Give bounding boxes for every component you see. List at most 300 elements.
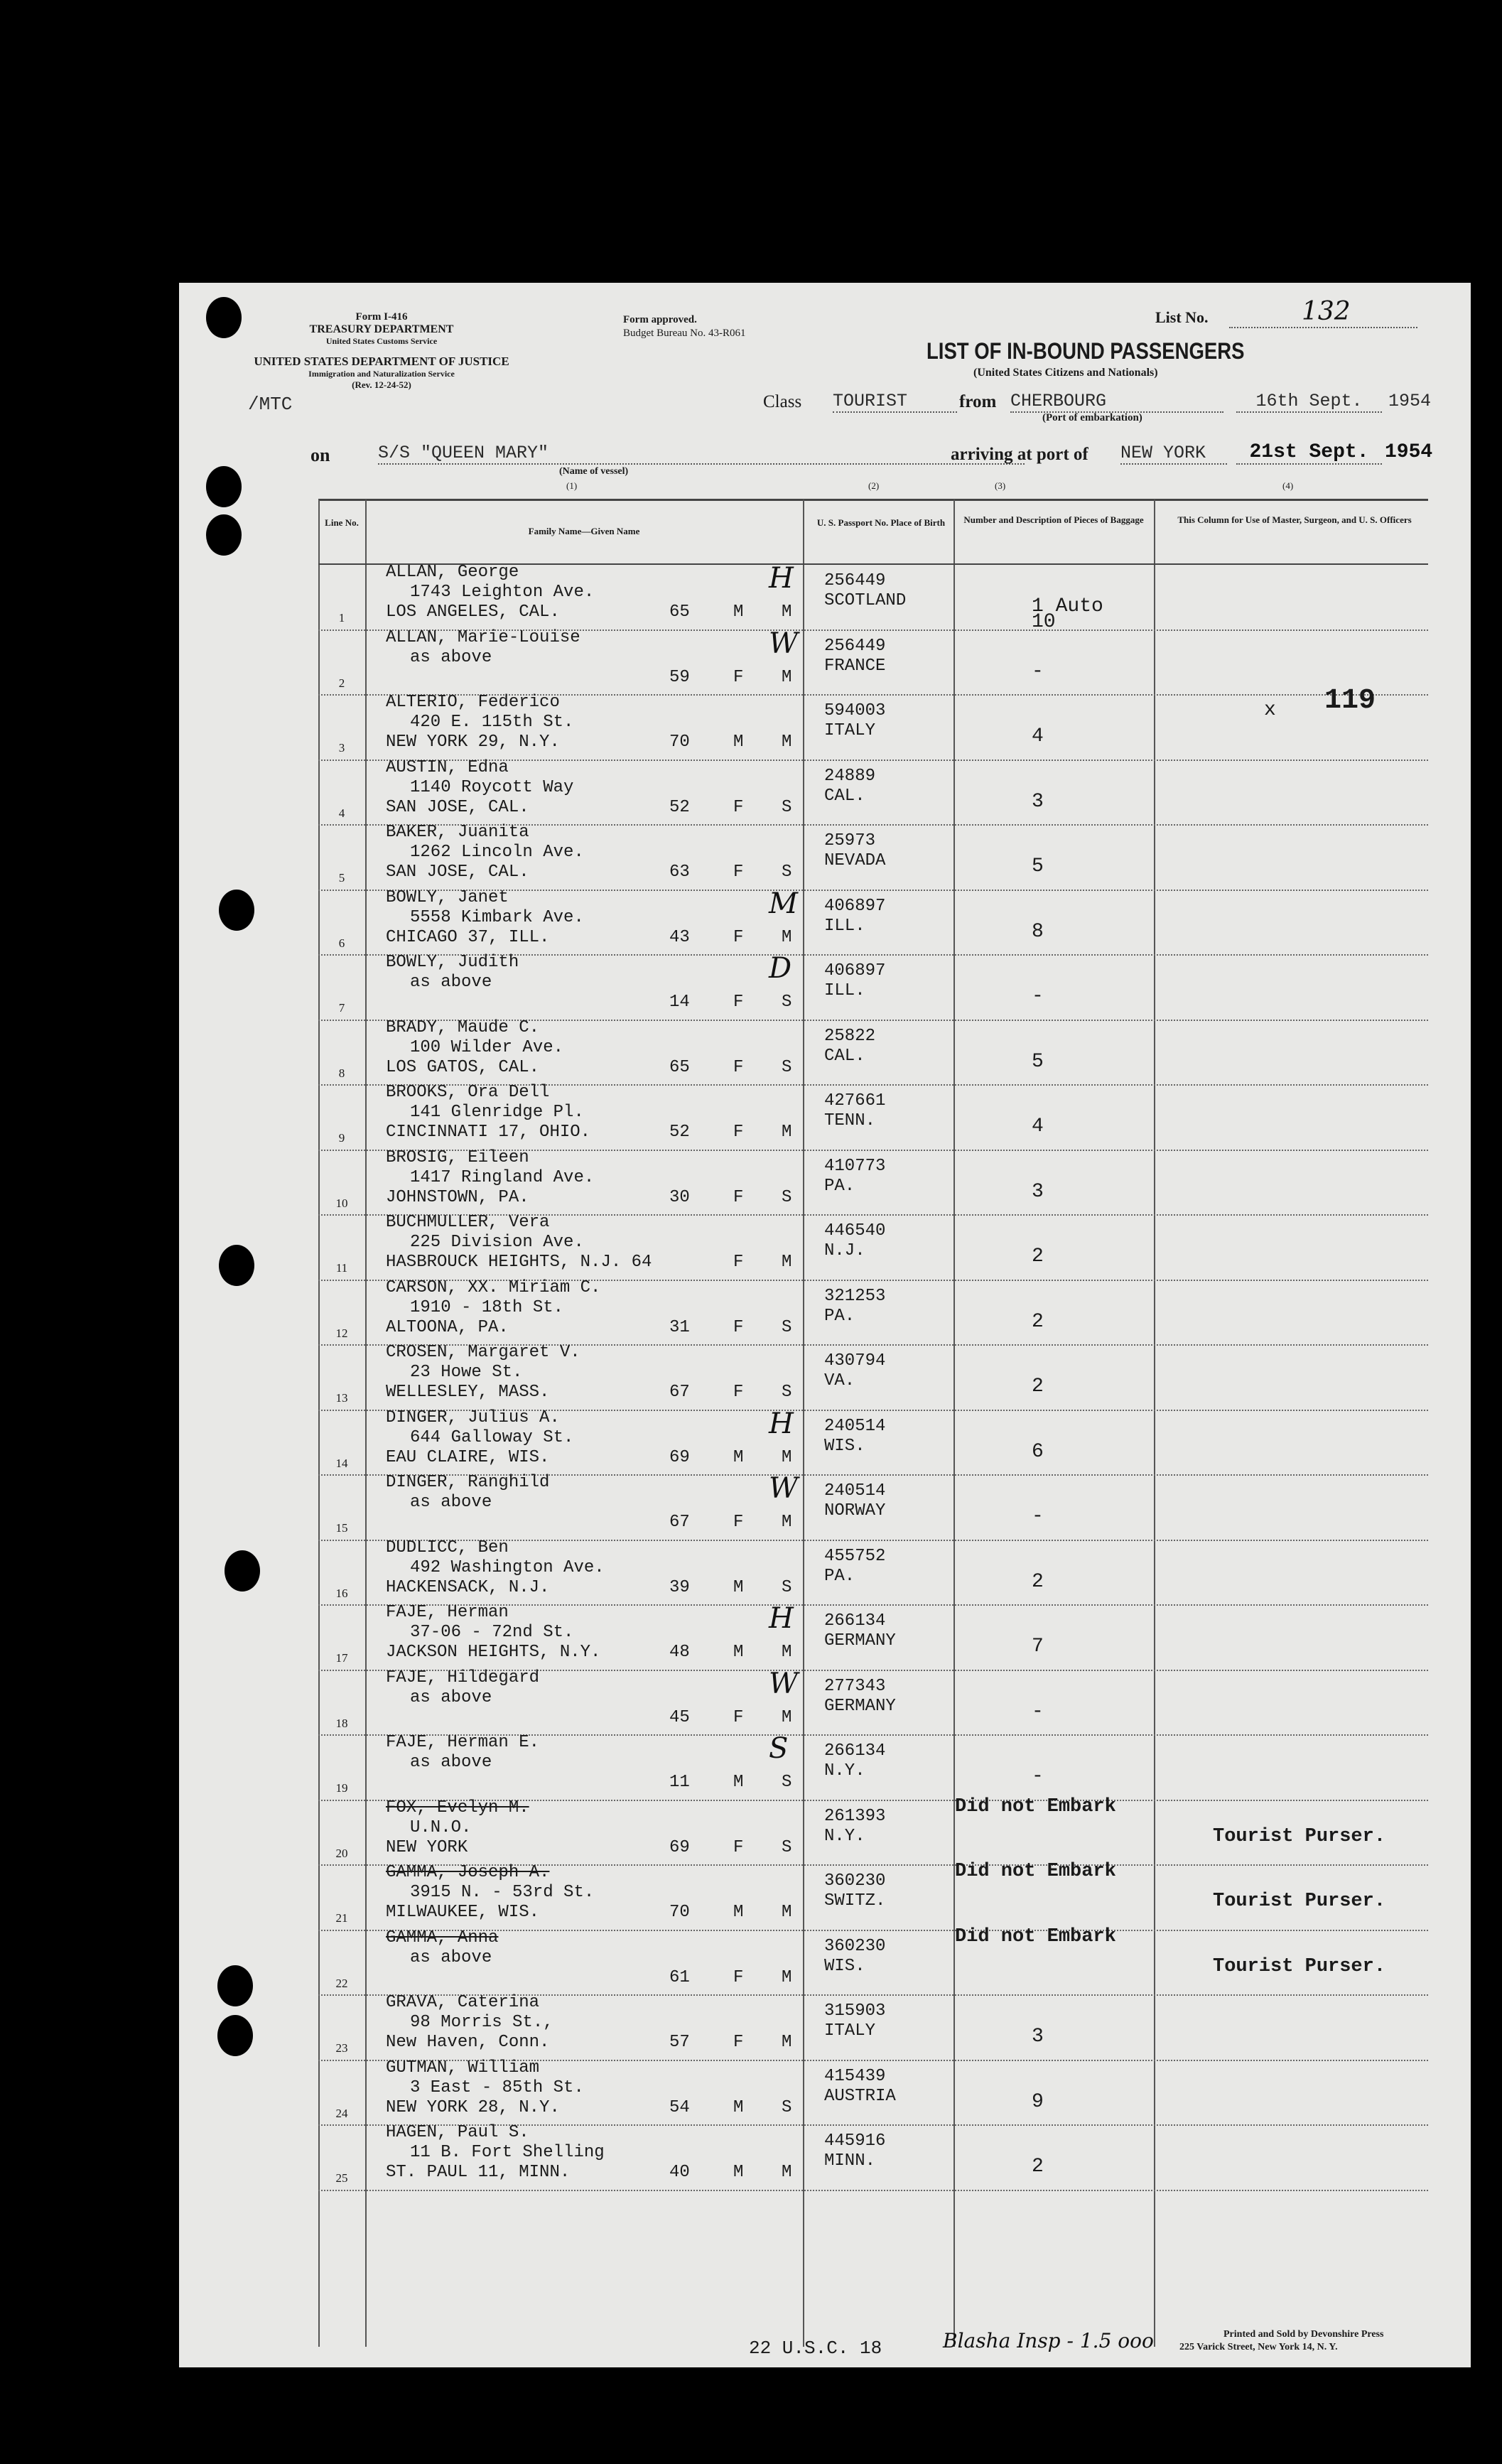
age: 65 — [669, 1057, 690, 1077]
marital-status: M — [782, 667, 792, 687]
footer-handwriting: Blasha Insp - 1.5 ooo — [943, 2329, 1154, 2352]
address-line-1: as above — [410, 1493, 492, 1512]
address-line-2: SAN JOSE, CAL. — [386, 863, 529, 882]
table-row — [179, 1407, 1471, 1476]
baggage: 2 — [1032, 1570, 1044, 1593]
customs-service: United States Customs Service — [325, 336, 438, 346]
baggage: 5 — [1032, 1050, 1044, 1073]
table-row — [179, 823, 1471, 891]
col-num-2: (2) — [868, 480, 880, 491]
age: 54 — [669, 2097, 690, 2117]
address-line-2: CINCINNATI 17, OHIO. — [386, 1123, 591, 1142]
marital-status: S — [782, 1317, 792, 1337]
address-line-2: LOS GATOS, CAL. — [386, 1057, 540, 1077]
address-line-2: HACKENSACK, N.J. — [386, 1577, 550, 1597]
sex: F — [733, 927, 744, 947]
passport-number: 360230 — [824, 1871, 886, 1891]
age: 52 — [669, 797, 690, 817]
table-row — [179, 1147, 1471, 1216]
table-row — [179, 1861, 1471, 1931]
address-line-2: NEW YORK — [386, 1837, 468, 1857]
marital-status: S — [782, 797, 792, 817]
marital-status: S — [782, 993, 792, 1012]
officer-note: Tourist Purser. — [1213, 1955, 1386, 1977]
marital-status: S — [782, 1187, 792, 1207]
sex: M — [733, 1903, 744, 1922]
punch-hole — [217, 1965, 253, 2006]
baggage: 7 — [1032, 1636, 1044, 1658]
passenger-name: DINGER, Ranghild — [386, 1473, 550, 1492]
place-of-birth: GERMANY — [824, 1631, 896, 1650]
col-head-passport: U. S. Passport No. Place of Birth — [816, 517, 946, 528]
departure-date: 16th Sept. — [1236, 391, 1382, 413]
handwritten-mark: H — [769, 1407, 794, 1440]
col-num-1: (1) — [566, 480, 578, 491]
passport-number: 24889 — [824, 766, 876, 786]
marital-status: M — [782, 2033, 792, 2052]
passenger-name: DINGER, Julius A. — [386, 1407, 560, 1427]
passport-number: 321253 — [824, 1286, 886, 1306]
form-number: Form I-416 — [355, 311, 408, 323]
line-number: 18 — [335, 1716, 348, 1730]
table-row — [179, 693, 1471, 761]
line-number: 3 — [338, 741, 345, 755]
passport-number: 406897 — [824, 961, 886, 980]
age: 57 — [669, 2033, 690, 2052]
place-of-birth: PA. — [824, 1176, 855, 1196]
address-line-2: LOS ANGELES, CAL. — [386, 603, 560, 622]
age: 45 — [669, 1707, 690, 1727]
place-of-birth: VA. — [824, 1371, 855, 1390]
form-subtitle: (United States Citizens and Nationals) — [973, 367, 1158, 379]
address-line-2: ST. PAUL 11, MINN. — [386, 2163, 571, 2182]
place-of-birth: SWITZ. — [824, 1891, 886, 1911]
passenger-name: GUTMAN, William — [386, 2058, 540, 2077]
passport-number: 360230 — [824, 1936, 886, 1956]
on-label: on — [310, 445, 330, 465]
line-number: 6 — [338, 936, 345, 950]
line-number: 7 — [338, 1001, 345, 1015]
marital-status: M — [782, 1253, 792, 1272]
justice-dept: UNITED STATES DEPARTMENT OF JUSTICE — [254, 355, 509, 368]
col-num-4: (4) — [1282, 480, 1294, 491]
side-mark: x — [1264, 699, 1276, 721]
arrival-year: 1954 — [1385, 441, 1433, 463]
age: 14 — [669, 993, 690, 1012]
address-line-1: 1910 - 18th St. — [410, 1297, 564, 1317]
address-line-2: MILWAUKEE, WIS. — [386, 1903, 540, 1922]
place-of-birth: ITALY — [824, 2021, 876, 2041]
passenger-name: BOWLY, Janet — [386, 887, 509, 907]
baggage: 8 — [1032, 920, 1044, 943]
age: 63 — [669, 863, 690, 882]
marital-status: S — [782, 863, 792, 882]
baggage: 9 — [1032, 2090, 1044, 2113]
sex: F — [733, 1187, 744, 1207]
line-number: 5 — [338, 871, 345, 885]
passenger-name: BUCHMULLER, Vera — [386, 1213, 550, 1232]
printer-line-1: Printed and Sold by Devonshire Press — [1223, 2329, 1384, 2340]
place-of-birth: CAL. — [824, 1046, 865, 1066]
arriving-label: arriving at port of — [951, 445, 1088, 464]
baggage: 2 — [1032, 1310, 1044, 1333]
baggage: - — [1032, 1506, 1044, 1528]
punch-hole — [206, 466, 242, 507]
address-line-1: 1262 Lincoln Ave. — [410, 843, 584, 862]
table-row — [179, 1538, 1471, 1606]
marital-status: M — [782, 1447, 792, 1467]
sex: F — [733, 1513, 744, 1532]
age: 67 — [669, 1383, 690, 1402]
punch-hole — [217, 2015, 253, 2056]
line-number: 19 — [335, 1781, 348, 1795]
handwritten-mark: W — [769, 1667, 799, 1700]
form-revision: (Rev. 12-24-52) — [352, 379, 411, 390]
marital-status: M — [782, 2163, 792, 2182]
address-line-1: 1743 Leighton Ave. — [410, 583, 595, 602]
age: 61 — [669, 1967, 690, 1987]
place-of-birth: NORWAY — [824, 1501, 886, 1520]
age: 69 — [669, 1837, 690, 1857]
passenger-name: ALLAN, George — [386, 563, 519, 582]
col-head-officers: This Column for Use of Master, Surgeon, and U. S. Officers — [1177, 514, 1412, 525]
side-number: 119 — [1324, 685, 1376, 717]
table-row — [179, 1667, 1471, 1736]
baggage: 2 — [1032, 1245, 1044, 1268]
place-of-birth: WIS. — [824, 1956, 865, 1976]
departure-year: 1954 — [1388, 391, 1432, 411]
marital-status: S — [782, 1057, 792, 1077]
place-of-birth: CAL. — [824, 786, 865, 806]
punch-hole — [219, 890, 254, 931]
passport-number: 594003 — [824, 701, 886, 720]
list-number-label: List No. — [1155, 308, 1209, 326]
line-number: 12 — [335, 1326, 348, 1340]
line-number: 15 — [335, 1521, 348, 1535]
place-of-birth: N.Y. — [824, 1826, 865, 1846]
address-line-2: JOHNSTOWN, PA. — [386, 1187, 529, 1207]
baggage: - — [1032, 1766, 1044, 1788]
baggage: 4 — [1032, 725, 1044, 747]
handwritten-mark: W — [769, 1472, 799, 1505]
place-of-birth: GERMANY — [824, 1696, 896, 1716]
place-of-birth: TENN. — [824, 1111, 876, 1130]
sex: F — [733, 1707, 744, 1727]
age: 70 — [669, 1903, 690, 1922]
line-number: 9 — [338, 1131, 345, 1145]
address-line-1: as above — [410, 647, 492, 667]
officer-note: Tourist Purser. — [1213, 1825, 1386, 1847]
baggage: 3 — [1032, 790, 1044, 813]
address-line-1: 1140 Roycott Way — [410, 777, 574, 797]
passport-number: 240514 — [824, 1416, 886, 1436]
place-of-birth: N.J. — [824, 1241, 865, 1260]
passenger-name: HAGEN, Paul S. — [386, 2123, 529, 2142]
list-number-line — [1229, 327, 1417, 328]
list-number-value: 132 — [1302, 297, 1351, 326]
sex: F — [733, 1837, 744, 1857]
age: 69 — [669, 1447, 690, 1467]
line-number: 10 — [335, 1196, 348, 1210]
age: 67 — [669, 1513, 690, 1532]
address-line-1: 141 Glenridge Pl. — [410, 1103, 584, 1122]
baggage: 4 — [1032, 1115, 1044, 1138]
mtc-stamp: /MTC — [248, 394, 293, 415]
line-number: 8 — [338, 1066, 345, 1080]
handwritten-mark: S — [769, 1732, 789, 1765]
passport-number: 455752 — [824, 1546, 886, 1566]
marital-status: M — [782, 603, 792, 622]
passenger-name: FAJE, Herman E. — [386, 1733, 540, 1752]
marital-status: M — [782, 733, 792, 752]
handwritten-mark: D — [769, 952, 792, 985]
table-row — [179, 757, 1471, 826]
table-row — [179, 887, 1471, 956]
address-line-1: 100 Wilder Ave. — [410, 1037, 564, 1057]
baggage: 3 — [1032, 2026, 1044, 2048]
handwritten-mark: M — [769, 887, 798, 920]
passenger-name: ALLAN, Marie-Louise — [386, 627, 580, 647]
line-number: 22 — [335, 1976, 348, 1990]
table-row — [179, 2123, 1471, 2191]
baggage-extra: 10 — [1032, 611, 1056, 633]
address-line-2: HASBROUCK HEIGHTS, N.J. 64 — [386, 1253, 652, 1272]
marital-status: M — [782, 1643, 792, 1662]
place-of-birth: MINN. — [824, 2151, 876, 2171]
punch-hole — [225, 1550, 260, 1592]
address-line-1: 23 Howe St. — [410, 1363, 523, 1382]
address-line-1: as above — [410, 1753, 492, 1772]
passenger-name: BOWLY, Judith — [386, 953, 519, 972]
passenger-name: GAMMA, Anna — [386, 1928, 499, 1947]
arrival-port: NEW YORK — [1120, 443, 1227, 465]
class-label: Class — [763, 392, 802, 411]
sex: M — [733, 2097, 744, 2117]
manifest-page — [179, 283, 1471, 2367]
table-top-border — [318, 499, 1428, 501]
marital-status: M — [782, 927, 792, 947]
sex: F — [733, 1057, 744, 1077]
marital-status: S — [782, 1773, 792, 1792]
place-of-birth: N.Y. — [824, 1761, 865, 1781]
table-row — [179, 1602, 1471, 1671]
sex: F — [733, 667, 744, 687]
sex: F — [733, 1317, 744, 1337]
table-row — [179, 1795, 1471, 1866]
place-of-birth: SCOTLAND — [824, 591, 907, 610]
passenger-name: BROOKS, Ora Dell — [386, 1083, 550, 1102]
marital-status: S — [782, 1837, 792, 1857]
place-of-birth: FRANCE — [824, 656, 886, 676]
sex: M — [733, 1447, 744, 1467]
handwritten-mark: H — [769, 562, 794, 595]
address-line-2: NEW YORK 29, N.Y. — [386, 733, 560, 752]
address-line-1: 3 East - 85th St. — [410, 2077, 584, 2097]
sex: M — [733, 2163, 744, 2182]
ins-service: Immigration and Naturalization Service — [308, 369, 455, 379]
from-value: CHERBOURG — [1010, 391, 1223, 413]
passenger-name: AUSTIN, Edna — [386, 757, 509, 777]
table-row — [179, 1277, 1471, 1346]
table-row — [179, 1083, 1471, 1151]
footer-code: 22 U.S.C. 18 — [749, 2338, 882, 2359]
passport-number: 266134 — [824, 1611, 886, 1631]
address-line-2: WELLESLEY, MASS. — [386, 1383, 550, 1402]
marital-status: S — [782, 1577, 792, 1597]
passport-number: 427661 — [824, 1091, 886, 1111]
sex: F — [733, 1383, 744, 1402]
address-line-1: as above — [410, 1687, 492, 1707]
line-number: 17 — [335, 1651, 348, 1665]
col-head-name: Family Name—Given Name — [528, 526, 640, 536]
sex: M — [733, 733, 744, 752]
marital-status: S — [782, 1383, 792, 1402]
baggage: - — [1032, 660, 1044, 683]
address-line-2: CHICAGO 37, ILL. — [386, 927, 550, 947]
age: 70 — [669, 733, 690, 752]
passport-number: 410773 — [824, 1156, 886, 1176]
table-row — [179, 2058, 1471, 2127]
did-not-embark: Did not Embark — [955, 1861, 1116, 1882]
baggage: 1 Auto — [1032, 595, 1103, 617]
table-row — [179, 1732, 1471, 1801]
printer-line-2: 225 Varick Street, New York 14, N. Y. — [1179, 2342, 1338, 2352]
col-head-line: Line No. — [325, 517, 359, 528]
table-row — [179, 627, 1471, 696]
passport-number: 25822 — [824, 1026, 876, 1046]
passenger-name: CARSON, XX. Miriam C. — [386, 1277, 601, 1297]
sex: F — [733, 2033, 744, 2052]
embark-note: (Port of embarkation) — [1042, 412, 1142, 423]
place-of-birth: PA. — [824, 1306, 855, 1326]
table-row — [179, 1213, 1471, 1281]
place-of-birth: PA. — [824, 1566, 855, 1586]
passport-number: 261393 — [824, 1806, 886, 1826]
line-number: 16 — [335, 1586, 348, 1600]
address-line-1: as above — [410, 1947, 492, 1967]
passenger-name: BROSIG, Eileen — [386, 1147, 529, 1167]
sex: F — [733, 863, 744, 882]
line-number: 21 — [335, 1911, 348, 1925]
line-number: 4 — [338, 806, 345, 820]
passenger-name: GRAVA, Caterina — [386, 1993, 540, 2012]
address-line-1: 11 B. Fort Shelling — [410, 2143, 605, 2162]
passenger-name: BAKER, Juanita — [386, 823, 529, 842]
punch-hole — [219, 1245, 254, 1286]
marital-status: M — [782, 1903, 792, 1922]
table-row — [179, 1993, 1471, 2061]
address-line-1: 37-06 - 72nd St. — [410, 1623, 574, 1642]
address-line-2: JACKSON HEIGHTS, N.Y. — [386, 1643, 601, 1662]
age: 59 — [669, 667, 690, 687]
address-line-2: NEW YORK 28, N.Y. — [386, 2097, 560, 2117]
class-value: TOURIST — [833, 391, 957, 413]
place-of-birth: ITALY — [824, 721, 876, 740]
baggage: 2 — [1032, 2156, 1044, 2178]
table-row — [179, 1925, 1471, 1996]
handwritten-mark: W — [769, 627, 799, 660]
punch-hole — [206, 514, 242, 556]
row-divider — [318, 2190, 1428, 2191]
address-line-1: 644 Galloway St. — [410, 1427, 574, 1447]
address-line-2: ALTOONA, PA. — [386, 1317, 509, 1337]
address-line-2: SAN JOSE, CAL. — [386, 797, 529, 817]
table-row — [179, 562, 1471, 633]
passport-number: 256449 — [824, 636, 886, 656]
address-line-1: 420 E. 115th St. — [410, 713, 574, 732]
sex: M — [733, 1577, 744, 1597]
passenger-name: CROSEN, Margaret V. — [386, 1343, 580, 1362]
passport-number: 446540 — [824, 1221, 886, 1241]
passport-number: 240514 — [824, 1481, 886, 1501]
address-line-1: 5558 Kimbark Ave. — [410, 907, 584, 927]
table-row — [179, 952, 1471, 1021]
age: 65 — [669, 603, 690, 622]
age: 52 — [669, 1123, 690, 1142]
table-row — [179, 1472, 1471, 1541]
place-of-birth: WIS. — [824, 1436, 865, 1456]
passenger-name: FAJE, Herman — [386, 1603, 509, 1622]
address-line-1: U.N.O. — [410, 1817, 472, 1837]
passport-number: 415439 — [824, 2066, 886, 2086]
table-row — [179, 1017, 1471, 1086]
line-number: 20 — [335, 1846, 348, 1860]
passport-number: 25973 — [824, 831, 876, 850]
address-line-1: 1417 Ringland Ave. — [410, 1167, 595, 1187]
punch-hole — [206, 297, 242, 338]
age: 40 — [669, 2163, 690, 2182]
vessel-name: S/S "QUEEN MARY" — [378, 443, 1025, 465]
marital-status: M — [782, 1707, 792, 1727]
baggage: 2 — [1032, 1376, 1044, 1398]
sex: F — [733, 993, 744, 1012]
passport-number: 406897 — [824, 896, 886, 916]
passenger-name: ALTERIO, Federico — [386, 693, 560, 712]
place-of-birth: NEVADA — [824, 851, 886, 870]
officer-note: Tourist Purser. — [1213, 1891, 1386, 1912]
age: 31 — [669, 1317, 690, 1337]
passport-number: 430794 — [824, 1351, 886, 1371]
passenger-name: FOX, Evelyn M. — [386, 1798, 529, 1817]
address-line-1: as above — [410, 973, 492, 992]
baggage: 3 — [1032, 1180, 1044, 1203]
place-of-birth: AUSTRIA — [824, 2086, 896, 2106]
address-line-2: EAU CLAIRE, WIS. — [386, 1447, 550, 1467]
did-not-embark: Did not Embark — [955, 1795, 1116, 1817]
passport-number: 315903 — [824, 2001, 886, 2021]
passenger-name: GAMMA, Joseph A. — [386, 1863, 550, 1882]
marital-status: M — [782, 1123, 792, 1142]
passenger-name: DUDLICC, Ben — [386, 1538, 509, 1557]
sex: F — [733, 797, 744, 817]
form-approved: Form approved. — [623, 314, 697, 325]
line-number: 23 — [335, 2041, 348, 2055]
budget-bureau: Budget Bureau No. 43-R061 — [623, 328, 746, 339]
baggage: 6 — [1032, 1440, 1044, 1463]
passport-number: 445916 — [824, 2131, 886, 2151]
line-number: 2 — [338, 676, 345, 690]
sex: F — [733, 1967, 744, 1987]
sex: F — [733, 1253, 744, 1272]
age: 39 — [669, 1577, 690, 1597]
line-number: 11 — [335, 1261, 348, 1275]
baggage: 5 — [1032, 855, 1044, 877]
treasury-dept: TREASURY DEPARTMENT — [309, 323, 454, 335]
col-head-baggage: Number and Description of Pieces of Baggage — [963, 514, 1144, 525]
marital-status: M — [782, 1967, 792, 1987]
passenger-name: FAJE, Hildegard — [386, 1668, 540, 1687]
line-number: 24 — [335, 2106, 348, 2120]
